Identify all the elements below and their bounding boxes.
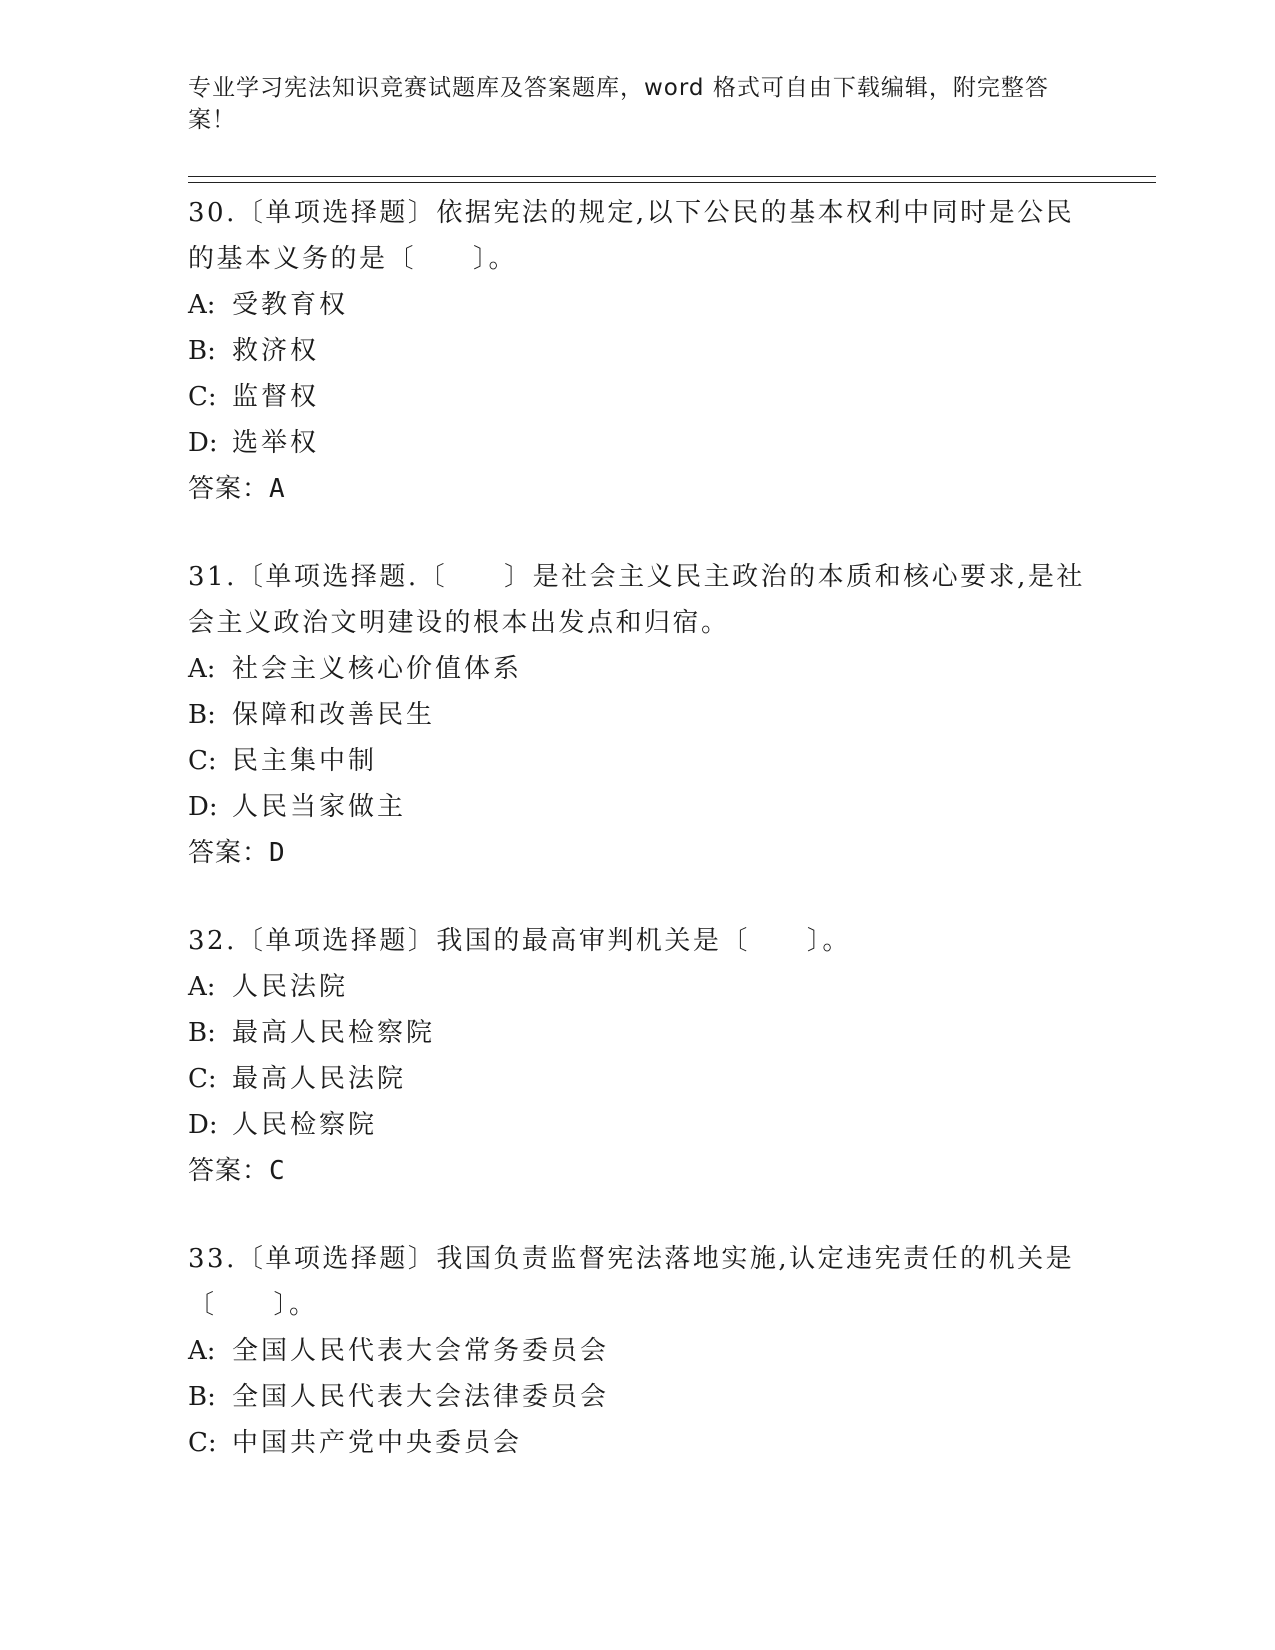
option-key: C: [188,746,217,776]
option-text: 最高人民法院 [232,1064,407,1094]
option-text: 民主集中制 [232,746,378,776]
document-header: 专业学习宪法知识竞赛试题库及答案题库，word 格式可自由下载编辑，附完整答案！ [188,75,1049,133]
option-text: 最高人民检察院 [232,1018,436,1048]
option-key: B: [188,336,216,366]
question-30 [188,190,1088,512]
question-stem: 32.〔单项选择题〕我国的最高审判机关是〔 〕。 [188,926,851,956]
option-text: 人民检察院 [232,1110,378,1140]
option-text: 全国人民代表大会法律委员会 [232,1382,610,1412]
answer-line [188,1148,1088,1194]
option-b [188,692,1088,738]
option-key: C: [188,1064,217,1094]
option-text: 救济权 [232,336,320,366]
answer-value: D [269,838,286,868]
option-key: D: [188,1110,218,1140]
option-key: C: [188,1428,217,1458]
answer-value: C [269,1156,286,1186]
option-c [188,738,1088,784]
option-key: A: [188,290,216,320]
option-a [188,1328,1088,1374]
header-rule-bottom [188,182,1156,183]
question-stem: 31.〔单项选择题.〔 〕是社会主义民主政治的本质和核心要求,是社会主义政治文明建设的根本出发点和归宿。 [188,562,1085,638]
option-a [188,646,1088,692]
option-d [188,1102,1088,1148]
option-c [188,1420,1088,1466]
option-key: C: [188,382,217,412]
answer-line [188,466,1088,512]
option-d [188,784,1088,830]
option-text: 社会主义核心价值体系 [232,654,523,684]
question-33 [188,1236,1088,1466]
option-b [188,328,1088,374]
option-text: 人民当家做主 [232,792,407,822]
option-text: 选举权 [232,428,320,458]
option-text: 全国人民代表大会常务委员会 [232,1336,610,1366]
option-text: 人民法院 [232,972,349,1002]
question-32 [188,918,1088,1194]
option-c [188,1056,1088,1102]
option-key: B: [188,1382,216,1412]
option-text: 监督权 [232,382,320,412]
question-stem: 33.〔单项选择题〕我国负责监督宪法落地实施,认定违宪责任的机关是〔 〕。 [188,1244,1075,1320]
option-key: A: [188,1336,216,1366]
option-key: A: [188,972,216,1002]
option-key: A: [188,654,216,684]
option-b [188,1010,1088,1056]
question-31 [188,554,1088,876]
option-b [188,1374,1088,1420]
option-text: 受教育权 [232,290,349,320]
option-a [188,282,1088,328]
option-a [188,964,1088,1010]
answer-label: 答案： [188,1156,270,1186]
answer-line [188,830,1088,876]
answer-label: 答案： [188,838,270,868]
option-d [188,420,1088,466]
header-rule-top [188,176,1156,177]
question-stem: 30.〔单项选择题〕依据宪法的规定,以下公民的基本权利中同时是公民的基本义务的是〔 〕。 [188,198,1075,274]
option-text: 中国共产党中央委员会 [232,1428,523,1458]
question-list [188,190,1088,1508]
option-key: D: [188,428,218,458]
answer-value: A [269,474,286,504]
option-c [188,374,1088,420]
option-key: B: [188,700,216,730]
option-key: D: [188,792,218,822]
answer-label: 答案： [188,474,270,504]
option-key: B: [188,1018,216,1048]
option-text: 保障和改善民生 [232,700,436,730]
